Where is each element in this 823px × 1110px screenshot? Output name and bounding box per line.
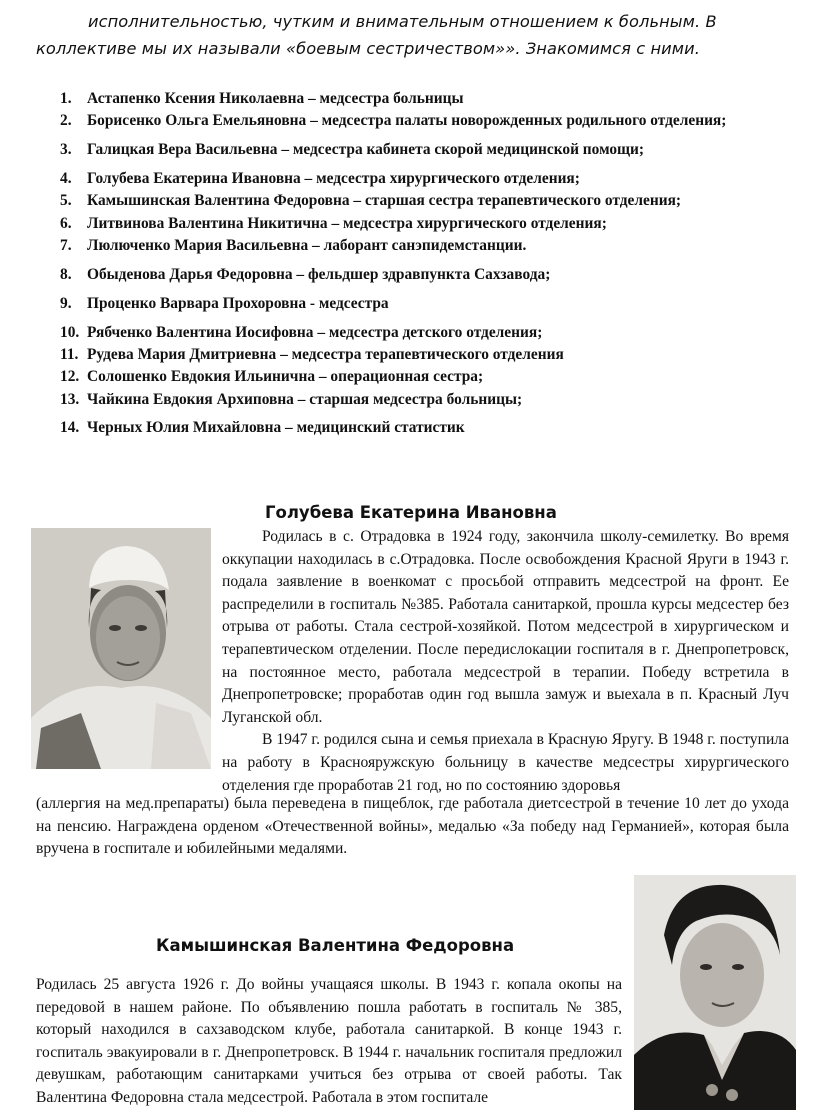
list-item: 9. Проценко Варвара Прохоровна - медсестра (60, 295, 389, 312)
list-item: 2. Борисенко Ольга Емельяновна – медсестра палаты новорожденных родильного отделения; (60, 112, 727, 129)
list-item: 11. Рудева Мария Дмитриевна – медсестра терапевтического отделения (60, 346, 564, 363)
list-item: 13. Чайкина Евдокия Архиповна – старшая медсестра больницы; (60, 391, 523, 408)
list-item: 7. Люлюченко Мария Васильевна – лаборант санэпидемстанции. (60, 237, 527, 254)
list-item: 1. Астапенко Ксения Николаевна – медсестра больницы (60, 90, 464, 107)
golubeva-bio-upper (222, 526, 789, 797)
list-item: 8. Обыденова Дарья Федоровна – фельдшер здравпункта Сахзавода; (60, 266, 551, 283)
kamyshinskaya-paragraph-1: Родилась 25 августа 1926 г. До войны учащаяся школы. В 1943 г. копала окопы на передовой в нашем районе. По объявлению пошла работать в госпиталь № 385, который находился в сахзаводском клубе, работала санитаркой. В конце 1943 г. госпиталь эвакуировали в г. Днепропетровск. В 1944 г. начальник госпиталя предложил девушкам, работающим санитарками учиться без отрыва от своей работы. Так Валентина Федоровна стала медсестрой. Работала в этом госпитале (36, 976, 622, 1106)
golubeva-paragraph-1: Родилась в с. Отрадовка в 1924 году, закончила школу-семилетку. Во время оккупации находилась в с.Отрадовка. После освобождения Красной Яруги в 1943 г. подала заявление в военкомат с просьбой отправить медсестрой на фронт. Ее распределили в госпиталь №385. Работала санитаркой, прошла курсы медсестер без отрыва от работы. Стала сестрой-хозяйкой. Потом медсестрой в хирургическом и терапевтическом отделении. После передислокации госпиталя в г. Днепропетровск, на постоянное место, работала медсестрой в терапии. Победу встретила в Днепропетровске; проработав один год вышла замуж и выехала в п. Красный Луч Луганской обл. (222, 528, 789, 726)
intro-paragraph (36, 8, 788, 62)
list-item: 14. Черных Юлия Михайловна – медицинский статистик (60, 419, 465, 436)
portrait-golubeva-drawing (31, 528, 211, 769)
portrait-photo-golubeva (31, 528, 211, 769)
list-item: 5. Камышинская Валентина Федоровна – старшая сестра терапевтического отделения; (60, 192, 682, 209)
intro-line-2: коллективе мы их называли «боевым сестричеством»». Знакомимся с ними. (36, 39, 700, 58)
golubeva-paragraph-2: В 1947 г. родился сына и семья приехала в Красную Яругу. В 1948 г. поступила на работу в Краснояружскую больницу в качестве медсестры хирургического отделения где проработав 21 год, но по состоянию здоровья (222, 731, 789, 794)
portrait-photo-kamyshinskaya (634, 875, 796, 1110)
list-item: 6. Литвинова Валентина Никитична – медсестра хирургического отделения; (60, 215, 607, 232)
intro-line-1: исполнительностью, чутким и внимательным отношением к больным. В (88, 12, 717, 31)
list-item: 12. Солошенко Евдокия Ильинична – операционная сестра; (60, 368, 484, 385)
portrait-kamyshinskaya-drawing (634, 875, 796, 1110)
section-title-kamyshinskaya: Камышинская Валентина Федоровна (156, 936, 515, 955)
section-title-golubeva: Голубева Екатерина Ивановна (265, 503, 557, 522)
list-item: 10. Рябченко Валентина Иосифовна – медсестра детского отделения; (60, 324, 543, 341)
list-item: 3. Галицкая Вера Васильевна – медсестра кабинета скорой медицинской помощи; (60, 141, 645, 158)
golubeva-paragraph-3: (аллергия на мед.препараты) была переведена в пищеблок, где работала диетсестрой в течение 10 лет до ухода на пенсию. Награждена орденом «Отечественной войны», медалью «За победу над Германией», которая была вручена в госпитале и юбилейными медалями. (36, 795, 789, 858)
list-item: 4. Голубева Екатерина Ивановна – медсестра хирургического отделения; (60, 170, 580, 187)
